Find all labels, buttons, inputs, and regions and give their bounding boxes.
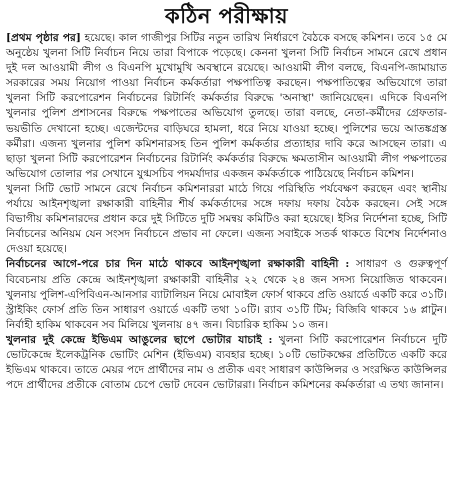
subheading-evm: খুলনার দুই কেন্দ্রে ইভিএম আঙুলের ছাপে ভোটার যাচাই : bbox=[6, 333, 273, 346]
paragraph-4-text: খুলনা সিটি করপোরেশন নির্বাচনে দুটি ভোটকেন্দ্রে ইলেকট্রনিক ভোটিং মেশিন (ইভিএম) ব্যবহার হচ্ছে। ১০টি ভোটকক্ষের প্রতিটিতে একটি করে ইভিএম থাকবে। তাতে মেয়র পদে প্রার্থীদের নাম ও প্রতীক এবং সাধারণ কাউন্সিলর ও সংরক্ষিত কাউন্সিলর পদে প্রার্থীদের প্রতীকে বোতাম চেপে ভোট দেবেন ভোটাররা। নির্বাচন কমিশনের কর্মকর্তারা এ তথ্য জানান। bbox=[6, 333, 447, 392]
headline: কঠিন পরীক্ষায় bbox=[164, 4, 289, 28]
paragraph-3-text: সাধারণ ও গুরুত্বপূর্ণ বিবেচনায় প্রতি কেন্দ্রে আইনশৃঙ্খলা রক্ষাকারী বাহিনীর ২২ থেকে ২৪ জন সদস্য নিয়োজিত থাকবেন। খুলনায় পুলিশ-এপিবিএন-আনসার ব্যাটালিয়ন নিয়ে মোবাইল ফোর্স থাকবে প্রতি ওয়ার্ডে একটি করে ৩১টি। স্ট্রাইকিং ফোর্স প্রতি তিন সাধারণ ওয়ার্ডে একটি তথা ১০টি। র‍্যাব ৩১টি টিম; বিজিবি থাকবে ১৬ প্লাটুন। নির্বাহী হাকিম থাকবেন সব মিলিয়ে খুলনায় ৪৭ জন। বিচারিক হাকিম ১০ জন। bbox=[6, 258, 448, 331]
subheading-security-forces: নির্বাচনের আগে-পরে চার দিন মাঠে থাকবে আইনশৃঙ্খলা রক্ষাকারী বাহিনী : bbox=[6, 258, 350, 271]
paragraph-2: খুলনা সিটি ভোট সামনে রেখে নির্বাচন কমিশনাররা মাঠে গিয়ে পরিস্থিতি পর্যবেক্ষণ করছেন এবং স্থানীয় পর্যায়ে আইনশৃঙ্খলা রক্ষাকারী বাহিনীর শীর্ষ কর্মকর্তাদের সঙ্গে দফায় দফায় বৈঠক করছেন। সেই সঙ্গে বিভাগীয় কমিশনারদের প্রধান করে দুই সিটিতে দুটি সমন্বয় কমিটিও করা হয়েছে। ইসির নির্দেশনা হচ্ছে, সিটি নির্বাচনের অনিয়ম যেন সংসদ নির্বাচনে প্রভাব না ফেলে। এজন্য সবাইকে সতর্ক থাকতে বিশেষ নির্দেশনাও দেওয়া হয়েছে। bbox=[6, 182, 447, 256]
paragraph-1 bbox=[6, 31, 447, 182]
continuation-marker: [প্রথম পৃষ্ঠার পর] bbox=[6, 32, 81, 44]
paragraph-3 bbox=[6, 257, 447, 332]
paragraph-4 bbox=[6, 333, 447, 393]
paragraph-1-text: হয়েছে। কাল গাজীপুর সিটির নতুন তারিখ নির্ধারণে বৈঠকে বসছে কমিশন। তবে ১৫ মে অনুষ্ঠেয় খুলনা সিটি নির্বাচন নিয়ে তারা বিপাকে পড়েছে। কেননা খুলনা সিটি নির্বাচন সামনে রেখে প্রধান দুই দল আওয়ামী লীগ ও বিএনপি মুখোমুখি অবস্থানে রয়েছে। আওয়ামী লীগ বলছে, বিএনপি-জামায়াত সরকারের সময় নিয়োগ পাওয়া নির্বাচন কর্মকর্তারা পক্ষপাতিত্ব করছেন। পক্ষপাতিত্বের অভিযোগে তারা খুলনা সিটি করপোরেশন নির্বাচনের রিটার্নিং কর্মকর্তার বিরুদ্ধে 'অনাস্থা' জানিয়েছেন। এদিকে বিএনপি খুলনার পুলিশ প্রশাসনের বিরুদ্ধে পক্ষপাতের অভিযোগ তুলছে। তারা বলছে, নেতা-কর্মীদের গ্রেফতার-ভয়ভীতি দেখানো হচ্ছে। এজেন্টদের বাড়িঘরে হামলা, ধরে নিয়ে যাওয়া হচ্ছে। পুলিশের ভয়ে আতঙ্কগ্রস্ত কর্মীরা। এজন্য খুলনার পুলিশ কমিশনারসহ তিন পুলিশ কর্মকর্তার প্রত্যাহার দাবি করে আসছেন তারা। এ ছাড়া খুলনা সিটি করপোরেশন নির্বাচনের রিটার্নিং কর্মকর্তার বিরুদ্ধে ক্ষমতাসীন আওয়ামী লীগ পক্ষপাতের অভিযোগ তোলার পর সেখানে যুগ্মসচিব পদমর্যাদার একজন কর্মকর্তাকে পাঠিয়েছে নির্বাচন কমিশন। bbox=[6, 32, 447, 180]
